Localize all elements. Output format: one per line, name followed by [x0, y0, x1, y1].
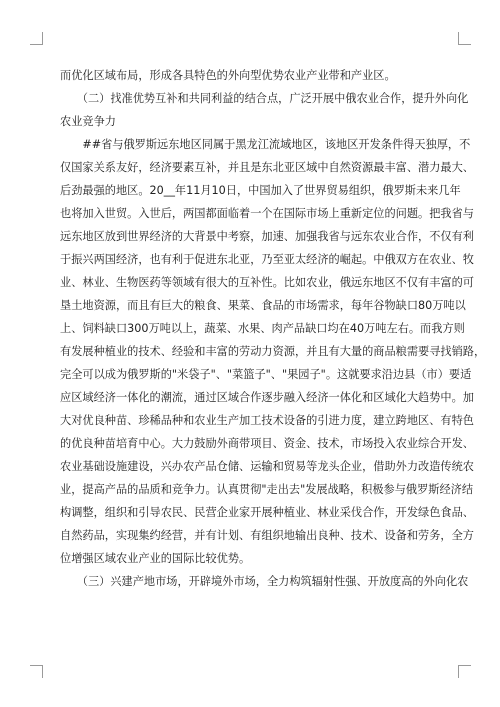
text-line: 自然药品，实现集约经营，并有计划、有组织地输出良种、技术、设备和劳务，全方 — [60, 529, 474, 542]
section-heading-continued: 农业竞争力 — [60, 115, 116, 128]
text-line: 农业基础设施建设，兴办农产品仓储、运输和贸易等龙头企业，借助外力改造传统农 — [60, 460, 474, 473]
text-line: 的优良种苗培育中心。大力鼓励外商带项目、资金、技术，市场投入农业综合开发、 — [60, 437, 474, 450]
text-line: 业，提高产品的品质和竞争力。认真贯彻"走出去"发展战略，积极参与俄罗斯经济结 — [60, 483, 474, 496]
text-line: 而优化区域布局，形成各具特色的外向型优势农业产业带和产业区。 — [60, 69, 396, 82]
text-line: 于振兴两国经济，也有利于促进东北亚，乃至亚太经济的崛起。中俄双方在农业、牧 — [60, 253, 474, 266]
text-line: 上、饲料缺口300万吨以上，蔬菜、水果、肉产品缺口均在40万吨左右。而我方则 — [60, 322, 465, 335]
section-heading: （三）兴建产地市场，开辟境外市场，全力构筑辐射性强、开放度高的外向化农 — [60, 575, 469, 588]
text-line: 应区域经济一体化的潮流，通过区域合作逐步融入经济一体化和区域化大趋势中。加 — [60, 391, 474, 404]
crop-mark-top-left — [30, 32, 43, 45]
section-heading: （二）找准优势互补和共同利益的结合点，广泛开展中俄农业合作，提升外向化 — [60, 92, 469, 105]
text-line: 有发展种植业的技术、经验和丰富的劳动力资源，并且有大量的商品粮需要寻找销路， — [60, 345, 486, 358]
crop-mark-bottom-left — [30, 665, 43, 678]
text-line: 位增强区域农业产业的国际比较优势。 — [60, 552, 251, 565]
text-line: 大对优良种苗、珍稀品种和农业生产加工技术设备的引进力度，建立跨地区、有特色 — [60, 414, 474, 427]
text-line: 完全可以成为俄罗斯的"米袋子"、"菜篮子"、"果园子"。这就要求沿边县（市）要适 — [60, 368, 472, 381]
text-line: 远东地区放到世界经济的大背景中考察，加速、加强我省与远东农业合作，不仅有利 — [60, 230, 474, 243]
crop-mark-bottom-right — [458, 665, 471, 678]
text-line: ##省与俄罗斯远东地区同属于黑龙江流域地区，该地区开发条件得天独厚，不 — [60, 138, 471, 151]
text-line: 构调整，组织和引导农民、民营企业家开展种植业、林业采伐合作，开发绿色食品、 — [60, 506, 474, 519]
text-line: 垦土地资源，而且有巨大的粮食、果菜、食品的市场需求，每年谷物缺口80万吨以 — [60, 299, 466, 312]
crop-mark-top-right — [458, 32, 471, 45]
text-line: 业、林业、生物医药等领域有很大的互补性。比如农业，俄远东地区不仅有丰富的可 — [60, 276, 474, 289]
text-line: 仅国家关系友好，经济要素互补，并且是东北亚区域中自然资源最丰富、潜力最大、 — [60, 161, 474, 174]
document-body — [60, 64, 486, 593]
text-line: 后劲最强的地区。20__年11月10日，中国加入了世界贸易组织，俄罗斯未来几年 — [60, 184, 461, 197]
text-line: 也将加入世贸。入世后，两国都面临着一个在国际市场上重新定位的问题。把我省与 — [60, 207, 474, 220]
